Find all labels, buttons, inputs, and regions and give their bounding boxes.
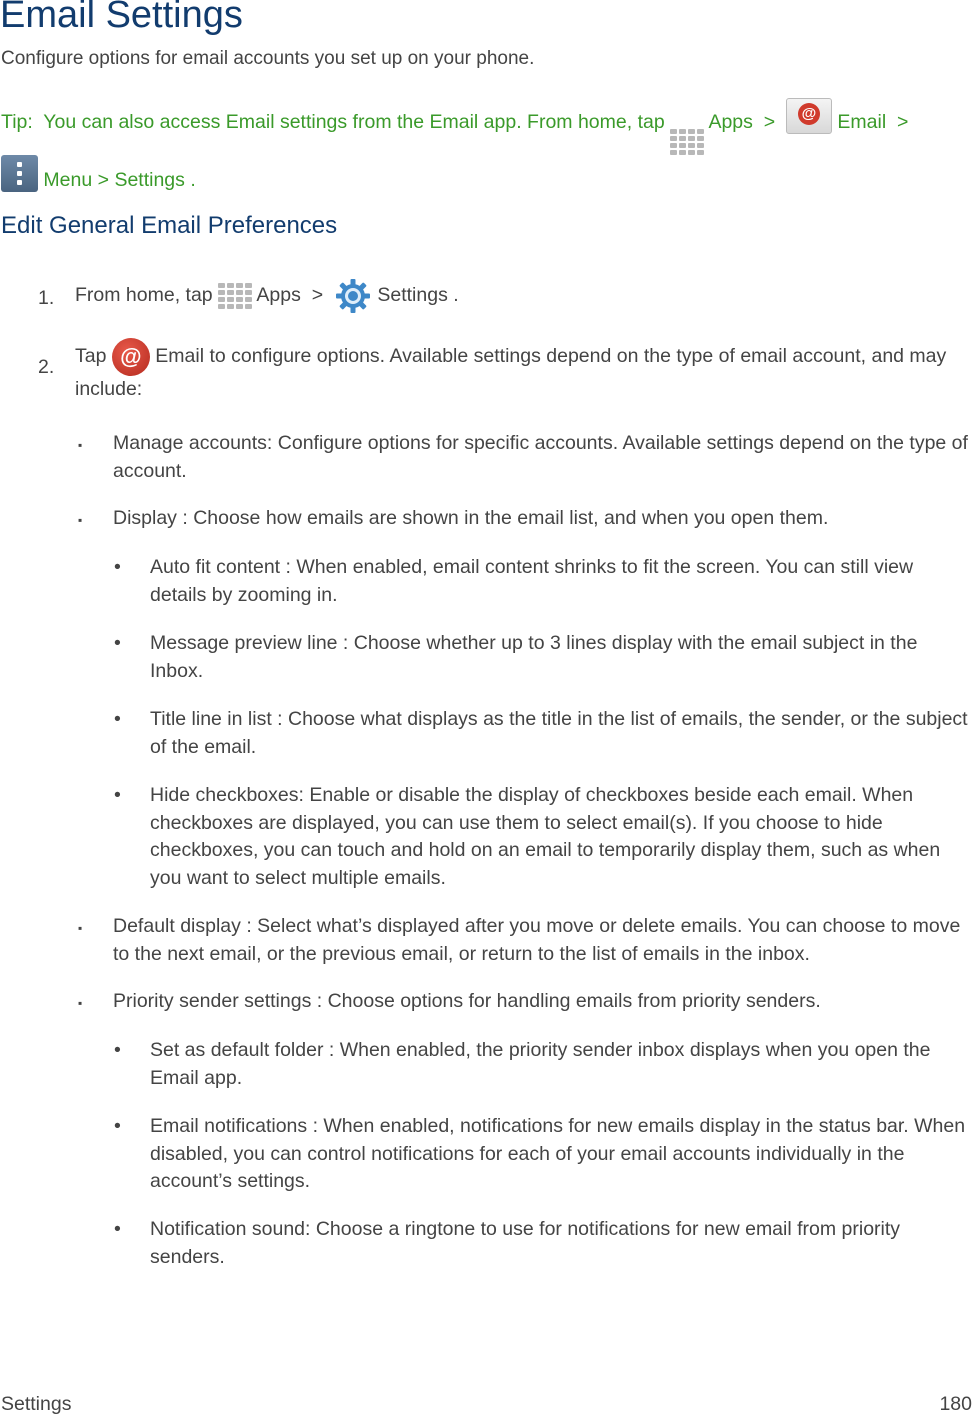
sub-bullet-marker: • [114,1039,121,1061]
footer-page-number: 180 [939,1393,972,1415]
email-app-icon: @ [786,98,832,134]
bullet-text: Set as default folder : When enabled, the priority sender inbox displays when you open the Email app. [150,1039,931,1089]
section-heading: Edit General Email Preferences [1,212,338,239]
bullet-text: Hide checkboxes: Enable or disable the display of checkboxes beside each email. When checkboxes are displayed, you can use them to select email(s). If you choose to hide checkboxes, you can touch and hold on an email to temporarily display them, such as when you want to select multiple emails. [150,784,941,889]
step-number: 1. [38,287,55,309]
step-apps-label: Apps [256,284,301,306]
bullet-text: Default display : Select what’s displayed after you move or delete emails. You can choose to move to the next email, or the previous email, or return to the list of emails in the inbox. [113,915,961,965]
bullet-marker: ▪ [78,438,83,452]
step-period: . [453,284,459,306]
footer-section-name: Settings [1,1393,72,1415]
step-lead: From home, tap [75,284,213,306]
tip-text: You can also access Email settings from the Email app. From home, tap [43,111,665,133]
sub-bullet-marker: • [114,632,121,654]
bullet-text: Email notifications : When enabled, notifications for new emails display in the status bar. When disabled, you can control notifications for each of your email accounts individually in the account’s settings. [150,1115,966,1192]
bullet-text: Auto fit content : When enabled, email content shrinks to fit the screen. You can still view details by zooming in. [150,556,914,606]
page-title: Email Settings [0,0,243,36]
bullet-text: Manage accounts: Configure options for specific accounts. Available settings depend on the type of account. [113,432,968,482]
tip-apps-label: Apps [708,111,753,133]
tip-email-label: Email [837,111,887,133]
step-text [75,338,970,403]
bullet-text: Title line in list : Choose what displays as the title in the list of emails, the sender, or the subject of the email. [150,708,968,758]
step-1 [0,284,974,327]
bullet-text: Display : Choose how emails are shown in the email list, and when you open them. [113,507,829,529]
menu-icon [1,155,38,192]
sub-bullet-marker: • [114,1218,121,1240]
email-app-icon: @ [112,338,150,376]
step-lead: Tap [75,345,107,368]
sub-bullet-marker: • [114,556,121,578]
tip-block [1,98,973,204]
tip-separator: > [97,169,110,191]
bullet-marker: ▪ [78,921,83,935]
step-number: 2. [38,356,55,378]
step-settings-label: Settings [377,284,448,306]
tip-settings-label: Settings [114,169,185,191]
tip-separator: > [763,111,776,133]
bullet-marker: ▪ [78,513,83,527]
step-2 [0,344,974,416]
step-separator: > [311,284,324,306]
bullet-marker: ▪ [78,996,83,1010]
apps-grid-icon [218,283,252,309]
tip-menu-label: Menu [43,169,93,191]
sub-bullet-marker: • [114,1115,121,1137]
step-email-label: Email [155,345,205,368]
sub-bullet-marker: • [114,784,121,806]
tip-period: . [190,169,196,191]
sub-bullet-marker: • [114,708,121,730]
apps-grid-icon [670,129,704,155]
bullet-text: Message preview line : Choose whether up to 3 lines display with the email subject in the Inbox. [150,632,918,682]
step-text [75,271,970,319]
bullet-text: Priority sender settings : Choose options for handling emails from priority senders. [113,990,821,1012]
step-rest-text: to configure options. Available settings depend on the type of email account, and may include: [75,345,947,400]
bullet-text: Notification sound: Choose a ringtone to use for notifications for new email from priority senders. [150,1218,901,1268]
settings-gear-icon [334,277,372,315]
tip-label: Tip: [1,111,33,133]
tip-separator: > [897,111,909,133]
intro-text: Configure options for email accounts you set up on your phone. [1,48,535,69]
